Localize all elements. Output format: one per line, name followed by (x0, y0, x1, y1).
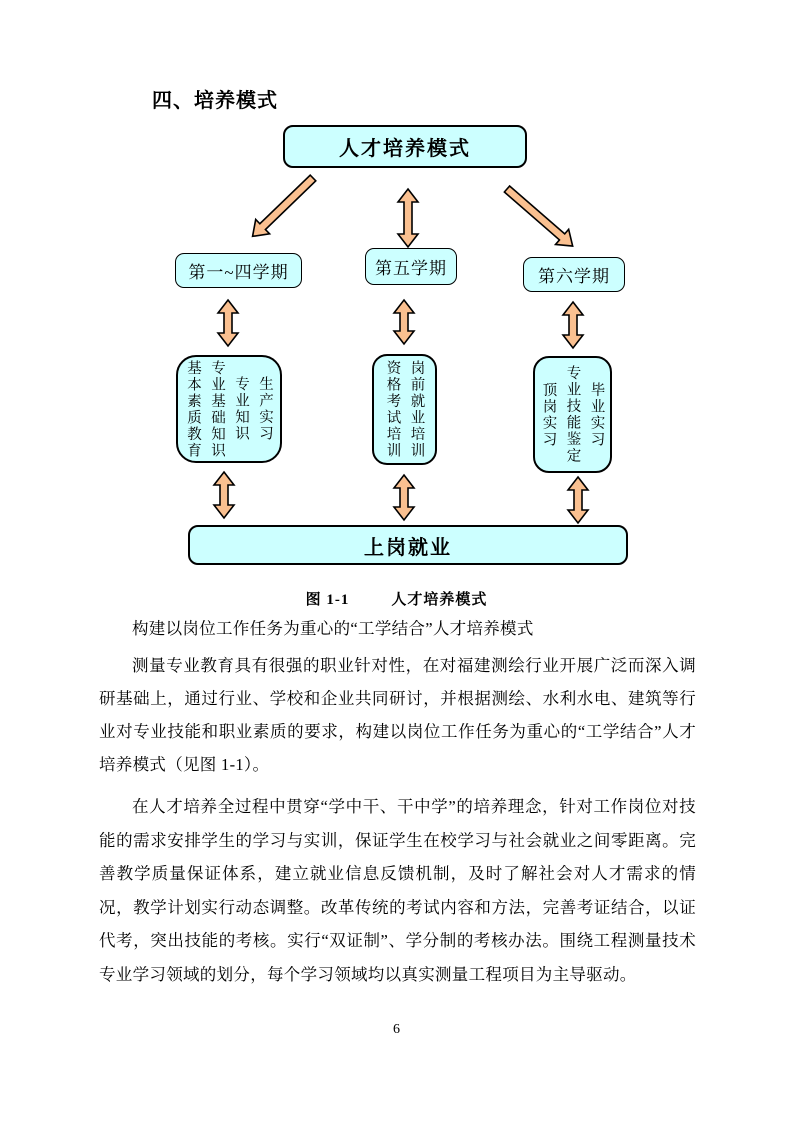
content-item: 毕业实习 (588, 381, 605, 448)
vertical-text (537, 365, 609, 464)
content-box-semesters-1-4 (176, 355, 282, 463)
diagonal-arrow-down-right-icon (500, 181, 579, 253)
content-item: 顶岗实习 (540, 381, 557, 448)
content-item: 专业技能鉴定 (564, 365, 581, 464)
figure-label: 图 1-1 (305, 592, 350, 608)
content-item: 基本素质教育 (185, 359, 201, 459)
content-box-semester-5 (372, 354, 437, 465)
section-heading: 四、培养模式 (152, 88, 278, 112)
body-paragraph: 在人才培养全过程中贯穿“学中干、干中学”的培养理念，针对工作岗位对技能的需求安排学生的学习与实训，保证学生在校学习与社会就业之间零距离。完善教学质量保证体系，建立就业信息反馈机制，及时了解社会对人才需求的情况，教学计划实行动态调整。改革传统的考试内容和方法，完善考证结合，以证代考，突出技能的考核。实行“双证制”、学分制的考核办法。围绕工程测量技术专业学习领域的划分，每个学习领域均以真实测量工程项目为主导驱动。 (99, 797, 696, 984)
diagram-top-box: 人才培养模式 (283, 125, 527, 168)
diagram-bottom-box: 上岗就业 (188, 525, 628, 565)
body-paragraph: 测量专业教育具有很强的职业针对性，在对福建测绘行业开展广泛而深入调研基础上，通过行业、学校和企业共同研讨，并根据测绘、水利水电、建筑等行业对专业技能和职业素质的要求，构建以岗位工作任务为重心的“工学结合”人才培养模式（见图 1-1）。 (99, 656, 696, 774)
content-item: 资格考试培训 (384, 360, 401, 459)
content-item: 专业基础知识 (209, 359, 225, 459)
semester-box-6: 第六学期 (523, 257, 625, 292)
semester-box-5: 第五学期 (365, 248, 457, 285)
page-number: 6 (393, 1022, 400, 1037)
content-item: 专业知识 (233, 376, 249, 442)
double-arrow-icon (568, 477, 588, 523)
semester-box-1-4: 第一~四学期 (175, 253, 302, 288)
vertical-text (381, 360, 429, 459)
figure-caption (0, 588, 793, 609)
figure-title: 人才培养模式 (391, 592, 488, 608)
diagonal-arrow-down-left-icon (246, 171, 320, 244)
double-arrow-icon (398, 189, 418, 247)
double-arrow-icon (394, 300, 414, 344)
content-item: 岗前就业培训 (408, 360, 425, 459)
body-paragraph: 构建以岗位工作任务为重心的“工学结合”人才培养模式 (132, 619, 534, 638)
double-arrow-icon (394, 475, 414, 520)
content-item: 生产实习 (257, 376, 273, 442)
double-arrow-icon (218, 300, 238, 346)
double-arrow-icon (214, 472, 234, 518)
body-text (99, 612, 696, 991)
double-arrow-icon (563, 302, 583, 348)
vertical-text (181, 360, 277, 459)
content-box-semester-6 (533, 356, 612, 473)
